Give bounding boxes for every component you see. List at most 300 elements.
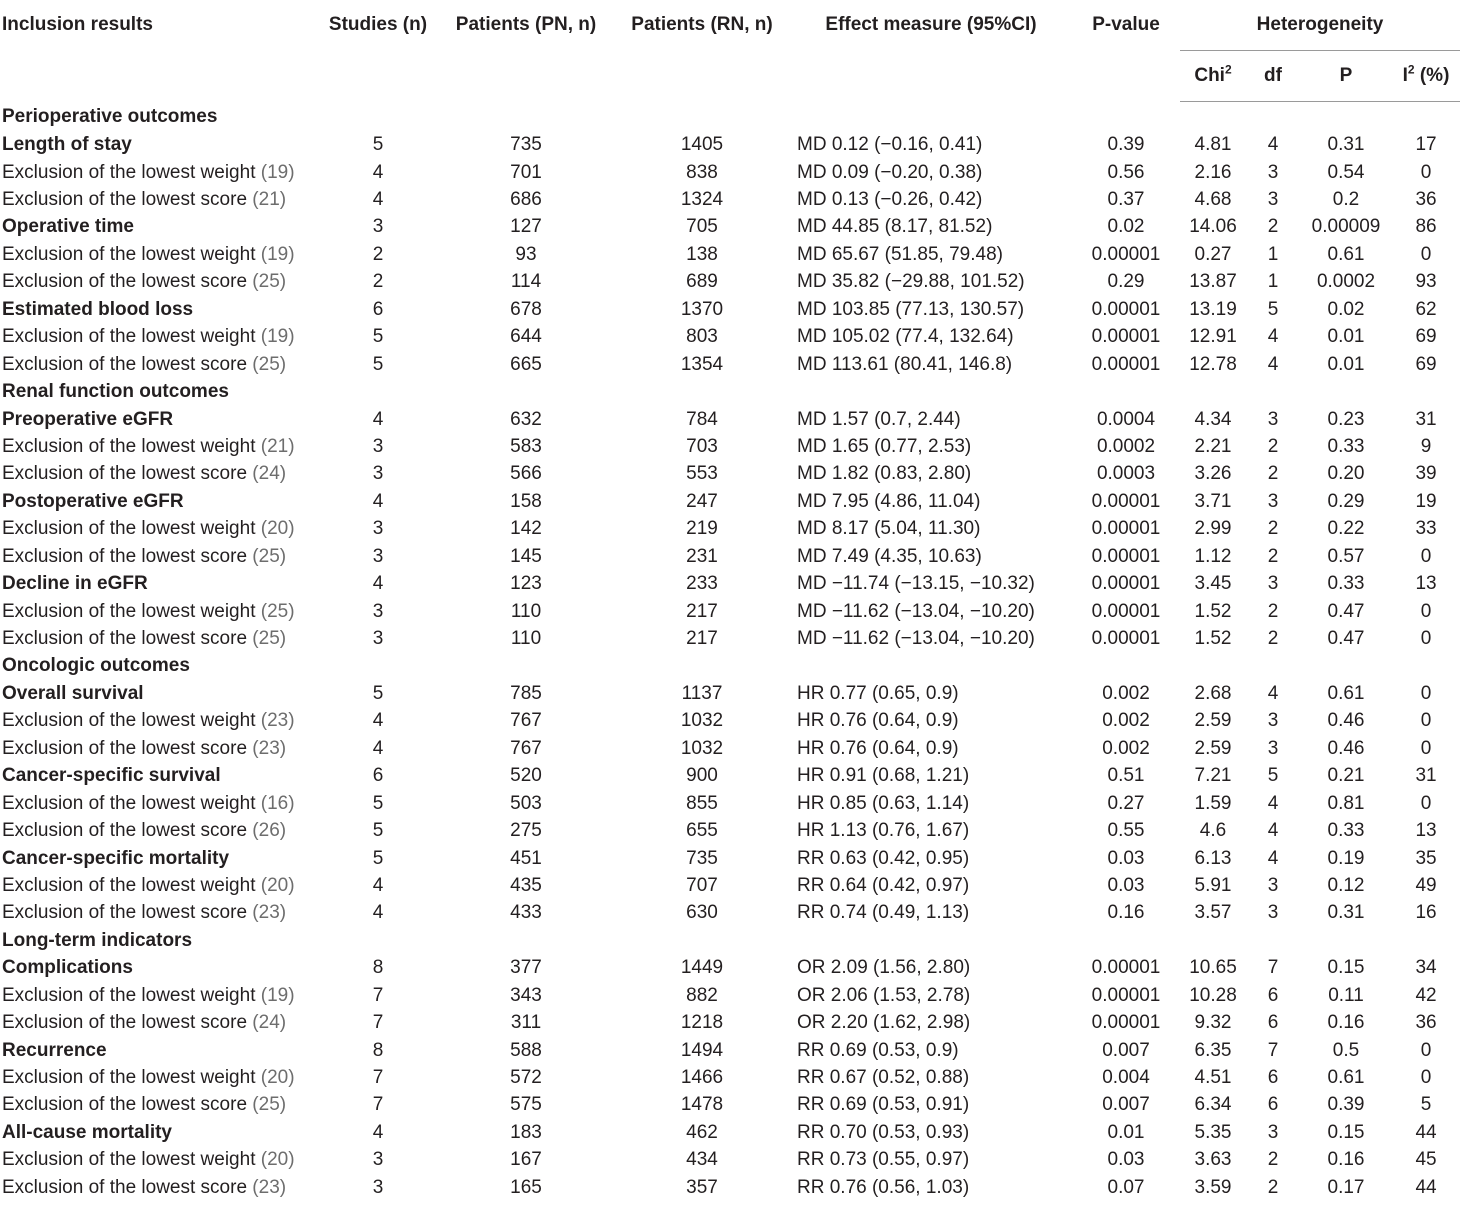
reference-link[interactable]: (19): [260, 243, 295, 265]
cell-p-value: 0.007: [1102, 1039, 1150, 1061]
cell-df: [1246, 378, 1300, 405]
cell-inclusion-result: [0, 625, 318, 652]
cell-inclusion-result: [0, 762, 318, 789]
cell-p-value: 0.004: [1102, 1067, 1150, 1089]
cell-heterogeneity-p: 0.16: [1327, 1012, 1365, 1034]
reference-link[interactable]: (16): [260, 792, 295, 814]
cell-p-value: [1072, 652, 1180, 679]
cell-i2: 17: [1415, 134, 1437, 156]
row-label: Exclusion of the lowest score: [2, 545, 248, 567]
cell-studies: 7: [372, 984, 384, 1006]
cell-effect-measure: RR 0.73 (0.55, 0.97): [797, 1149, 970, 1171]
cell-heterogeneity-p: 0.0002: [1316, 271, 1376, 293]
sensitivity-row: [0, 268, 1460, 295]
cell-patients-rn: 855: [686, 792, 718, 814]
cell-chi2: 2.59: [1194, 710, 1232, 732]
cell-effect-measure: MD 8.17 (5.04, 11.30): [797, 518, 981, 540]
cell-studies: 7: [372, 1094, 384, 1116]
cell-chi2: 4.6: [1199, 820, 1227, 842]
reference-link[interactable]: (25): [252, 353, 287, 375]
cell-df: 2: [1267, 463, 1279, 485]
cell-patients-pn: 785: [510, 682, 542, 704]
cell-studies: 5: [372, 682, 384, 704]
cell-chi2: 7.21: [1194, 765, 1232, 787]
cell-patients-rn: 838: [686, 161, 718, 183]
reference-link[interactable]: (23): [252, 1176, 287, 1198]
cell-effect-measure: [790, 378, 1072, 405]
reference-link[interactable]: (21): [260, 435, 295, 457]
cell-studies: 3: [372, 600, 384, 622]
cell-inclusion-result: [0, 1036, 318, 1063]
reference-link[interactable]: (20): [260, 518, 295, 540]
cell-heterogeneity-p: 0.5: [1332, 1039, 1360, 1061]
cell-patients-pn: 311: [510, 1012, 542, 1034]
cell-df: 3: [1267, 874, 1279, 896]
cell-studies: [318, 378, 438, 405]
row-label: Perioperative outcomes: [2, 106, 218, 128]
cell-i2: 86: [1415, 216, 1437, 238]
cell-studies: 4: [372, 1121, 384, 1143]
cell-inclusion-result: [0, 350, 318, 377]
cell-df: 7: [1267, 957, 1279, 979]
outcome-row: [0, 405, 1460, 432]
cell-patients-pn: 158: [510, 490, 542, 512]
cell-studies: 2: [372, 243, 384, 265]
cell-patients-pn: 123: [510, 573, 542, 595]
cell-df: 3: [1267, 490, 1279, 512]
header-effect-measure: Effect measure (95%CI): [825, 14, 1037, 35]
cell-patients-pn: 572: [510, 1067, 542, 1089]
outcome-row: [0, 131, 1460, 158]
cell-p-value: 0.002: [1102, 682, 1150, 704]
row-label: Postoperative eGFR: [2, 490, 184, 512]
cell-i2: 33: [1415, 518, 1437, 540]
cell-df: 6: [1267, 1012, 1279, 1034]
section-row: [0, 101, 1460, 131]
row-label: Exclusion of the lowest score: [2, 737, 248, 759]
cell-effect-measure: MD 7.95 (4.86, 11.04): [797, 490, 981, 512]
cell-heterogeneity-p: 0.19: [1327, 847, 1365, 869]
cell-i2: 13: [1415, 573, 1437, 595]
cell-effect-measure: MD 0.12 (−0.16, 0.41): [797, 134, 983, 156]
cell-effect-measure: MD 65.67 (51.85, 79.48): [797, 243, 1003, 265]
cell-i2: 35: [1415, 847, 1437, 869]
cell-patients-rn: 231: [686, 545, 718, 567]
cell-patients-pn: 583: [510, 435, 542, 457]
cell-chi2: 6.34: [1194, 1094, 1232, 1116]
cell-patients-pn: 735: [510, 134, 542, 156]
reference-link[interactable]: (25): [252, 1094, 287, 1116]
cell-studies: 3: [372, 1176, 384, 1198]
row-label: Cancer-specific survival: [2, 765, 221, 787]
cell-p-value: 0.00001: [1091, 518, 1161, 540]
cell-df: 3: [1267, 902, 1279, 924]
cell-chi2: 10.28: [1189, 984, 1237, 1006]
cell-i2: 13: [1415, 820, 1437, 842]
cell-heterogeneity-p: 0.31: [1327, 902, 1365, 924]
cell-chi2: 2.68: [1194, 682, 1232, 704]
row-label: Exclusion of the lowest score: [2, 1012, 248, 1034]
cell-studies: 5: [372, 353, 384, 375]
row-label: Exclusion of the lowest score: [2, 353, 248, 375]
cell-patients-rn: 1405: [680, 134, 724, 156]
cell-patients-rn: 217: [686, 600, 718, 622]
cell-df: 5: [1267, 765, 1279, 787]
cell-effect-measure: MD 0.09 (−0.20, 0.38): [797, 161, 983, 183]
cell-patients-pn: 93: [515, 243, 537, 265]
cell-patients-rn: 655: [686, 820, 718, 842]
reference-link[interactable]: (25): [252, 628, 287, 650]
row-label: All-cause mortality: [2, 1121, 172, 1143]
sensitivity-row: [0, 899, 1460, 926]
cell-chi2: 6.35: [1194, 1039, 1232, 1061]
cell-i2: 0: [1420, 243, 1432, 265]
sensitivity-row: [0, 982, 1460, 1009]
cell-patients-rn: 1218: [680, 1012, 724, 1034]
cell-i2: 5: [1420, 1094, 1432, 1116]
reference-link[interactable]: (20): [260, 1149, 295, 1171]
cell-inclusion-result: [0, 597, 318, 624]
cell-inclusion-result: [0, 1064, 318, 1091]
cell-p-value: 0.00001: [1091, 243, 1161, 265]
reference-link[interactable]: (25): [260, 600, 295, 622]
cell-chi2: 4.81: [1194, 134, 1232, 156]
cell-patients-pn: 114: [510, 271, 542, 293]
cell-studies: 4: [372, 490, 384, 512]
cell-patients-rn: 1137: [681, 682, 723, 704]
cell-p-value: 0.00001: [1091, 298, 1161, 320]
header-inclusion: Inclusion results: [2, 14, 153, 35]
cell-patients-rn: 219: [686, 518, 718, 540]
cell-heterogeneity-p: 0.17: [1327, 1176, 1365, 1198]
cell-patients-rn: 1354: [680, 353, 724, 375]
cell-p-value: 0.29: [1107, 271, 1145, 293]
cell-patients-rn: 553: [686, 463, 718, 485]
cell-df: 4: [1267, 820, 1279, 842]
row-label: Exclusion of the lowest weight: [2, 326, 256, 348]
cell-patients-pn: 767: [510, 710, 542, 732]
cell-p-value: 0.002: [1102, 737, 1150, 759]
cell-df: 3: [1267, 737, 1279, 759]
cell-patients-rn: [614, 101, 790, 131]
cell-studies: 3: [372, 1149, 384, 1171]
row-label: Exclusion of the lowest score: [2, 189, 248, 211]
row-label: Estimated blood loss: [2, 298, 194, 320]
sensitivity-row: [0, 1146, 1460, 1173]
cell-p-value: 0.56: [1107, 161, 1145, 183]
cell-inclusion-result: [0, 460, 318, 487]
cell-heterogeneity-p: 0.46: [1327, 710, 1365, 732]
cell-studies: 7: [372, 1067, 384, 1089]
cell-effect-measure: MD 1.82 (0.83, 2.80): [797, 463, 972, 485]
sensitivity-row: [0, 158, 1460, 185]
cell-heterogeneity-p: 0.20: [1327, 463, 1365, 485]
cell-effect-measure: HR 0.76 (0.64, 0.9): [797, 737, 959, 759]
row-label: Exclusion of the lowest weight: [2, 984, 256, 1006]
row-label: Exclusion of the lowest score: [2, 902, 248, 924]
cell-studies: 3: [372, 628, 384, 650]
cell-effect-measure: HR 0.85 (0.63, 1.14): [797, 792, 970, 814]
cell-i2: 19: [1415, 490, 1437, 512]
row-label: Exclusion of the lowest score: [2, 271, 248, 293]
cell-patients-rn: 703: [686, 435, 718, 457]
reference-link[interactable]: (25): [252, 545, 287, 567]
cell-patients-pn: 767: [510, 737, 542, 759]
header-i2: [1392, 50, 1460, 101]
row-label: Exclusion of the lowest score: [2, 463, 248, 485]
reference-link[interactable]: (20): [260, 874, 295, 896]
cell-inclusion-result: [0, 405, 318, 432]
cell-patients-rn: 630: [686, 902, 718, 924]
cell-chi2: 14.06: [1189, 216, 1237, 238]
cell-heterogeneity-p: [1300, 652, 1392, 679]
cell-inclusion-result: [0, 323, 318, 350]
reference-link[interactable]: (20): [260, 1067, 295, 1089]
cell-patients-pn: 701: [510, 161, 542, 183]
row-label: Exclusion of the lowest weight: [2, 1149, 256, 1171]
cell-heterogeneity-p: 0.16: [1327, 1149, 1365, 1171]
cell-inclusion-result: [0, 1146, 318, 1173]
row-label: Exclusion of the lowest weight: [2, 710, 256, 732]
cell-p-value: [1072, 101, 1180, 131]
cell-df: 2: [1267, 216, 1279, 238]
cell-heterogeneity-p: 0.33: [1327, 820, 1365, 842]
cell-patients-rn: 735: [686, 847, 718, 869]
outcome-row: [0, 570, 1460, 597]
cell-heterogeneity-p: 0.2: [1332, 189, 1360, 211]
cell-patients-rn: 247: [686, 490, 718, 512]
cell-chi2: [1180, 101, 1246, 131]
cell-patients-pn: 678: [510, 298, 542, 320]
header-p-value: P-value: [1092, 14, 1160, 35]
cell-patients-rn: 1466: [680, 1067, 724, 1089]
reference-link[interactable]: (19): [260, 984, 295, 1006]
cell-patients-rn: 357: [686, 1176, 718, 1198]
sensitivity-row: [0, 1009, 1460, 1036]
cell-inclusion-result: [0, 1009, 318, 1036]
cell-studies: 6: [372, 765, 384, 787]
cell-patients-rn: [614, 927, 790, 954]
cell-df: 4: [1267, 682, 1279, 704]
cell-inclusion-result: [0, 433, 318, 460]
cell-effect-measure: HR 0.76 (0.64, 0.9): [797, 710, 959, 732]
cell-patients-pn: [438, 378, 614, 405]
sensitivity-row: [0, 789, 1460, 816]
cell-df: 5: [1267, 298, 1279, 320]
outcome-row: [0, 762, 1460, 789]
cell-p-value: 0.00001: [1091, 957, 1161, 979]
cell-patients-rn: 1032: [680, 710, 724, 732]
cell-inclusion-result: [0, 570, 318, 597]
sensitivity-row: [0, 872, 1460, 899]
cell-inclusion-result: [0, 213, 318, 240]
reference-link[interactable]: (25): [252, 271, 287, 293]
cell-p-value: 0.00001: [1091, 545, 1161, 567]
cell-p-value: 0.01: [1107, 1121, 1145, 1143]
row-label: Overall survival: [2, 682, 144, 704]
cell-patients-rn: 1449: [680, 957, 724, 979]
cell-patients-rn: [614, 378, 790, 405]
cell-i2: 16: [1415, 902, 1437, 924]
cell-chi2: 1.12: [1194, 545, 1232, 567]
row-label: Exclusion of the lowest weight: [2, 243, 256, 265]
cell-heterogeneity-p: 0.81: [1327, 792, 1365, 814]
cell-studies: 5: [372, 792, 384, 814]
cell-effect-measure: RR 0.69 (0.53, 0.9): [797, 1039, 959, 1061]
cell-patients-rn: 217: [686, 628, 718, 650]
row-label: Exclusion of the lowest weight: [2, 435, 256, 457]
header-p: P: [1300, 50, 1392, 101]
cell-studies: 4: [372, 874, 384, 896]
cell-i2: 62: [1415, 298, 1437, 320]
reference-link[interactable]: (19): [260, 161, 295, 183]
cell-patients-pn: 503: [510, 792, 542, 814]
cell-heterogeneity-p: 0.39: [1327, 1094, 1365, 1116]
header-i-label: I: [1402, 64, 1408, 86]
sensitivity-row: [0, 543, 1460, 570]
row-label: Preoperative eGFR: [2, 408, 174, 430]
cell-chi2: 5.91: [1194, 874, 1232, 896]
cell-df: 1: [1267, 271, 1279, 293]
cell-chi2: 13.87: [1189, 271, 1237, 293]
row-label: Exclusion of the lowest weight: [2, 600, 256, 622]
cell-p-value: 0.16: [1107, 902, 1145, 924]
sensitivity-row: [0, 1091, 1460, 1118]
cell-inclusion-result: [0, 954, 318, 981]
cell-chi2: 12.78: [1189, 353, 1237, 375]
cell-df: 3: [1267, 710, 1279, 732]
reference-link[interactable]: (24): [252, 463, 287, 485]
reference-link[interactable]: (24): [252, 1012, 287, 1034]
cell-chi2: 9.32: [1194, 1012, 1232, 1034]
cell-df: 2: [1267, 1149, 1279, 1171]
cell-effect-measure: MD 113.61 (80.41, 146.8): [797, 353, 1013, 375]
cell-heterogeneity-p: 0.54: [1327, 161, 1365, 183]
row-label: Exclusion of the lowest weight: [2, 518, 256, 540]
reference-link[interactable]: (23): [260, 710, 295, 732]
cell-effect-measure: MD 105.02 (77.4, 132.64): [797, 326, 1014, 348]
cell-effect-measure: RR 0.76 (0.56, 1.03): [797, 1176, 970, 1198]
cell-effect-measure: RR 0.74 (0.49, 1.13): [797, 902, 970, 924]
cell-studies: 5: [372, 820, 384, 842]
cell-effect-measure: RR 0.69 (0.53, 0.91): [797, 1094, 970, 1116]
row-label: Cancer-specific mortality: [2, 847, 230, 869]
cell-inclusion-result: [0, 268, 318, 295]
section-row: [0, 652, 1460, 679]
row-label: Oncologic outcomes: [2, 655, 190, 677]
reference-link[interactable]: (26): [252, 820, 287, 842]
outcome-row: [0, 296, 1460, 323]
cell-effect-measure: MD −11.62 (−13.04, −10.20): [797, 628, 1035, 650]
cell-patients-rn: 707: [686, 874, 718, 896]
cell-effect-measure: HR 0.91 (0.68, 1.21): [797, 765, 970, 787]
cell-patients-rn: 434: [686, 1149, 718, 1171]
cell-inclusion-result: [0, 652, 318, 679]
cell-p-value: [1072, 378, 1180, 405]
cell-inclusion-result: [0, 488, 318, 515]
cell-inclusion-result: [0, 241, 318, 268]
cell-patients-pn: 377: [510, 957, 542, 979]
cell-inclusion-result: [0, 131, 318, 158]
cell-effect-measure: OR 2.06 (1.53, 2.78): [797, 984, 971, 1006]
cell-heterogeneity-p: 0.47: [1327, 628, 1365, 650]
cell-heterogeneity-p: 0.23: [1327, 408, 1365, 430]
row-label: Recurrence: [2, 1039, 107, 1061]
cell-patients-pn: 588: [510, 1039, 542, 1061]
cell-df: 2: [1267, 1176, 1279, 1198]
cell-heterogeneity-p: 0.01: [1327, 326, 1365, 348]
cell-heterogeneity-p: [1300, 927, 1392, 954]
cell-studies: 3: [372, 463, 384, 485]
cell-effect-measure: RR 0.70 (0.53, 0.93): [797, 1121, 970, 1143]
cell-chi2: 1.59: [1194, 792, 1232, 814]
cell-chi2: [1180, 927, 1246, 954]
cell-patients-rn: 882: [686, 984, 718, 1006]
header-i-superscript: 2: [1407, 62, 1415, 77]
cell-df: 4: [1267, 134, 1279, 156]
outcome-row: [0, 954, 1460, 981]
cell-inclusion-result: [0, 982, 318, 1009]
cell-inclusion-result: [0, 1174, 318, 1201]
cell-df: 6: [1267, 1094, 1279, 1116]
cell-heterogeneity-p: 0.61: [1327, 682, 1365, 704]
cell-df: 4: [1267, 792, 1279, 814]
outcome-row: [0, 488, 1460, 515]
cell-patients-pn: 127: [510, 216, 542, 238]
cell-patients-rn: 803: [686, 326, 718, 348]
cell-patients-pn: 343: [510, 984, 542, 1006]
cell-effect-measure: MD 103.85 (77.13, 130.57): [797, 298, 1025, 320]
row-label: Exclusion of the lowest score: [2, 628, 248, 650]
cell-p-value: 0.51: [1107, 765, 1145, 787]
cell-heterogeneity-p: 0.15: [1327, 957, 1365, 979]
row-label: Exclusion of the lowest weight: [2, 874, 256, 896]
cell-chi2: 3.63: [1194, 1149, 1232, 1171]
reference-link[interactable]: (19): [260, 326, 295, 348]
cell-df: 3: [1267, 161, 1279, 183]
cell-studies: 8: [372, 1039, 384, 1061]
cell-i2: 93: [1415, 271, 1437, 293]
cell-patients-pn: 142: [510, 518, 542, 540]
cell-i2: [1392, 378, 1460, 405]
cell-df: 3: [1267, 189, 1279, 211]
cell-p-value: 0.02: [1107, 216, 1145, 238]
cell-studies: 4: [372, 161, 384, 183]
cell-p-value: 0.39: [1107, 134, 1145, 156]
reference-link[interactable]: (23): [252, 737, 287, 759]
cell-p-value: 0.0003: [1096, 463, 1156, 485]
row-label: Long-term indicators: [2, 929, 193, 951]
sensitivity-row: [0, 735, 1460, 762]
cell-i2: 0: [1420, 737, 1432, 759]
header-chi-superscript: 2: [1224, 62, 1232, 77]
cell-patients-pn: 644: [510, 326, 542, 348]
header-chi-label: Chi: [1194, 64, 1225, 86]
cell-patients-pn: [438, 652, 614, 679]
reference-link[interactable]: (23): [252, 902, 287, 924]
row-label: Complications: [2, 957, 133, 979]
reference-link[interactable]: (21): [252, 189, 287, 211]
cell-heterogeneity-p: 0.57: [1327, 545, 1365, 567]
cell-studies: 3: [372, 545, 384, 567]
cell-effect-measure: MD 0.13 (−0.26, 0.42): [797, 189, 983, 211]
cell-df: 7: [1267, 1039, 1279, 1061]
cell-inclusion-result: [0, 378, 318, 405]
cell-chi2: 13.19: [1189, 298, 1237, 320]
sensitivity-row: [0, 241, 1460, 268]
cell-studies: 4: [372, 737, 384, 759]
cell-i2: 69: [1415, 353, 1437, 375]
